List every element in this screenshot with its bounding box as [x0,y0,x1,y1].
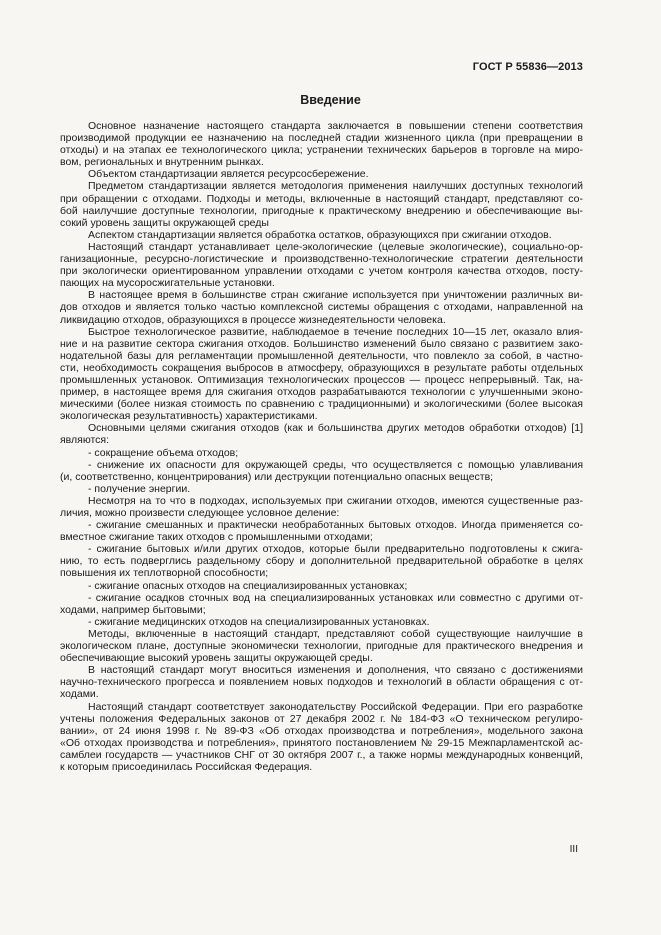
paragraph [60,628,583,664]
text-line: пающих на мусоросжигательные установки. [60,277,275,290]
text-line: ганизационные, ресурсно-логистические и производственно-технологические стратегии деятельности [60,253,583,266]
text-line: пример, в настоящее время для сжигания отходов разрабатываются технологии с улучшенными эконо- [60,386,583,399]
text-line: - сокращение объема отходов; [88,446,239,459]
paragraph [60,180,583,228]
text-line: вместное сжигание таких отходов с промышленными отходами; [60,531,373,544]
text-line: дов отходов и является только частью комплексной системы обращения с отходами, направленной на [60,301,583,314]
paragraph [60,422,583,446]
paragraph [60,326,583,423]
text-line: Методы, включенные в настоящий стандарт, представляют собой существующие наилучшие в [88,627,583,640]
text-line: (и, соответственно, концентрирования) или деструкции потенциально опасных веществ; [60,470,494,483]
text-line: самблеи государств — участников СНГ от 30 октября 2007 г., а также нормы международных конвенций, [60,748,583,761]
text-line: «Об отходах производства и потребления», принятого постановлением № 29-15 Межпарламентской ас- [60,736,583,749]
text-line: учтены положения Федеральных законов от 27 декабря 2002 г. № 184-ФЗ «О техническом регулиро- [60,712,583,725]
text-line: - сжигание смешанных и практически необработанных бытовых отходов. Иногда применяется со- [88,519,583,532]
text-line: В настоящий стандарт могут вноситься изменения и дополнения, что связано с достижениями [88,664,583,677]
text-line: бой наилучшие доступные технологии, пригодные к практическому внедрению и обеспечивающие вы- [60,204,583,217]
text-line: - сжигание бытовых и/или других отходов, которые были предварительно подготовлены к сжига- [88,543,583,556]
text-line: - сжигание медицинских отходов на специализированных установках. [88,615,430,628]
text-line: при обращении с отходами. Подходы и методы, включенные в настоящий стандарт, представляют со- [60,192,583,205]
text-line: нию, то есть подверглись раздельному сбору и дополнительной предварительной обработке в целях [60,555,583,568]
text-line: научно-технического прогресса и появлением новых подходов и технологий в области обращения с от- [60,676,583,689]
standard-header: ГОСТ Р 55836—2013 [472,61,583,73]
text-line: Несмотря на то что в подходах, используемых при сжигании отходов, имеются существенные раз- [88,494,583,507]
document-body [60,120,583,773]
paragraph [60,447,583,459]
paragraph [60,616,583,628]
paragraph [60,168,583,180]
paragraph [60,664,583,700]
text-line: Быстрое технологическое развитие, наблюдаемое в течение последних 10—15 лет, оказало влия- [88,325,583,338]
text-line: ходами. [60,688,99,701]
text-line: Предметом стандартизации является методология применения наилучших доступных технологий [88,180,583,193]
paragraph [60,495,583,519]
text-line: экологическом плане, доступные экономически технологии, пригодные для практического внедрения и [60,640,583,653]
text-line: - снижение их опасности для окружающей среды, что осуществляется с помощью улавливания [88,458,583,471]
paragraph [60,289,583,325]
text-line: экологическая результативность) характеристиками. [60,410,318,423]
paragraph [60,580,583,592]
paragraph [60,519,583,543]
paragraph [60,701,583,774]
text-line: являются: [60,434,110,447]
text-line: - сжигание опасных отходов на специализированных установках; [88,579,408,592]
paragraph [60,592,583,616]
text-line: Объектом стандартизации является ресурсосбережение. [88,168,369,181]
paragraph [60,229,583,241]
text-line: к которым присоединилась Российская Федерация. [60,760,313,773]
text-line: производимой продукции ее назначению на последней стадии жизненного цикла (при превращении в [60,132,583,145]
paragraph [60,241,583,289]
text-line: В настоящее время в большинстве стран сжигание используется при уничтожении различных ви- [88,289,583,302]
paragraph [60,543,583,579]
page-number: III [569,844,578,855]
text-line: обеспечивающие высокий уровень защиты окружающей среды. [60,652,373,665]
text-line: Настоящий стандарт соответствует законодательству Российской Федерации. При его разработке [88,700,583,713]
text-line: Аспектом стандартизации является обработка остатков, образующихся при сжигании отходов. [88,228,552,241]
text-line: - получение энергии. [88,482,191,495]
section-title: Введение [300,93,361,107]
text-line: Основными целями сжигания отходов (как и большинства других методов обработки отходов) [1] [88,422,583,435]
text-line: нодательной базы для регламентации промышленной деятельности, что повлекло за собой, в частно- [60,349,583,362]
text-line: вом, региональных и внутренним рынках. [60,156,264,169]
text-line: отходы) и на этапах ее технологического цикла; устранении технических барьеров в торговле на миро- [60,144,583,157]
paragraph [60,120,583,168]
paragraph [60,483,583,495]
text-line: личия, можно произвести следующее условное деление: [60,507,340,519]
text-line: повышения их теплотворной способности; [60,567,269,580]
text-line: мическими (более низкая стоимость по сравнению с традиционными) и экологическими (более высокая [60,398,583,411]
text-line: промышленных установок. Оптимизация технологических процессов — процесс непрерывный. Так, на- [60,373,583,386]
text-line: сокий уровень защиты окружающей среды [60,216,269,229]
text-line: ходами, например бытовыми; [60,603,206,616]
text-line: при экологически ориентированном управлении отходами с учетом контроля качества отходов, посту- [60,265,583,278]
text-line: сти, необходимость сокращения выбросов в атмосферу, образующихся в результате работы отдельных [60,361,583,374]
paragraph [60,459,583,483]
text-line: - сжигание осадков сточных вод на специализированных установках или совместно с другими от- [88,591,583,604]
text-line: Основное назначение настоящего стандарта заключается в повышении степени соответствия [88,120,583,132]
text-line: Настоящий стандарт устанавливает целе-экологические (целевые экологические), социально-ор- [88,240,583,253]
text-line: ликвидацию отходов, образующихся в процессе жизнедеятельности человека. [60,313,446,326]
text-line: вании», от 24 июня 1998 г. № 89-ФЗ «Об отходах производства и потребления», модельного закона [60,724,583,737]
text-line: ние и на развитие сектора сжигания отходов. Большинство изменений было связано с развитием зако- [60,337,583,350]
